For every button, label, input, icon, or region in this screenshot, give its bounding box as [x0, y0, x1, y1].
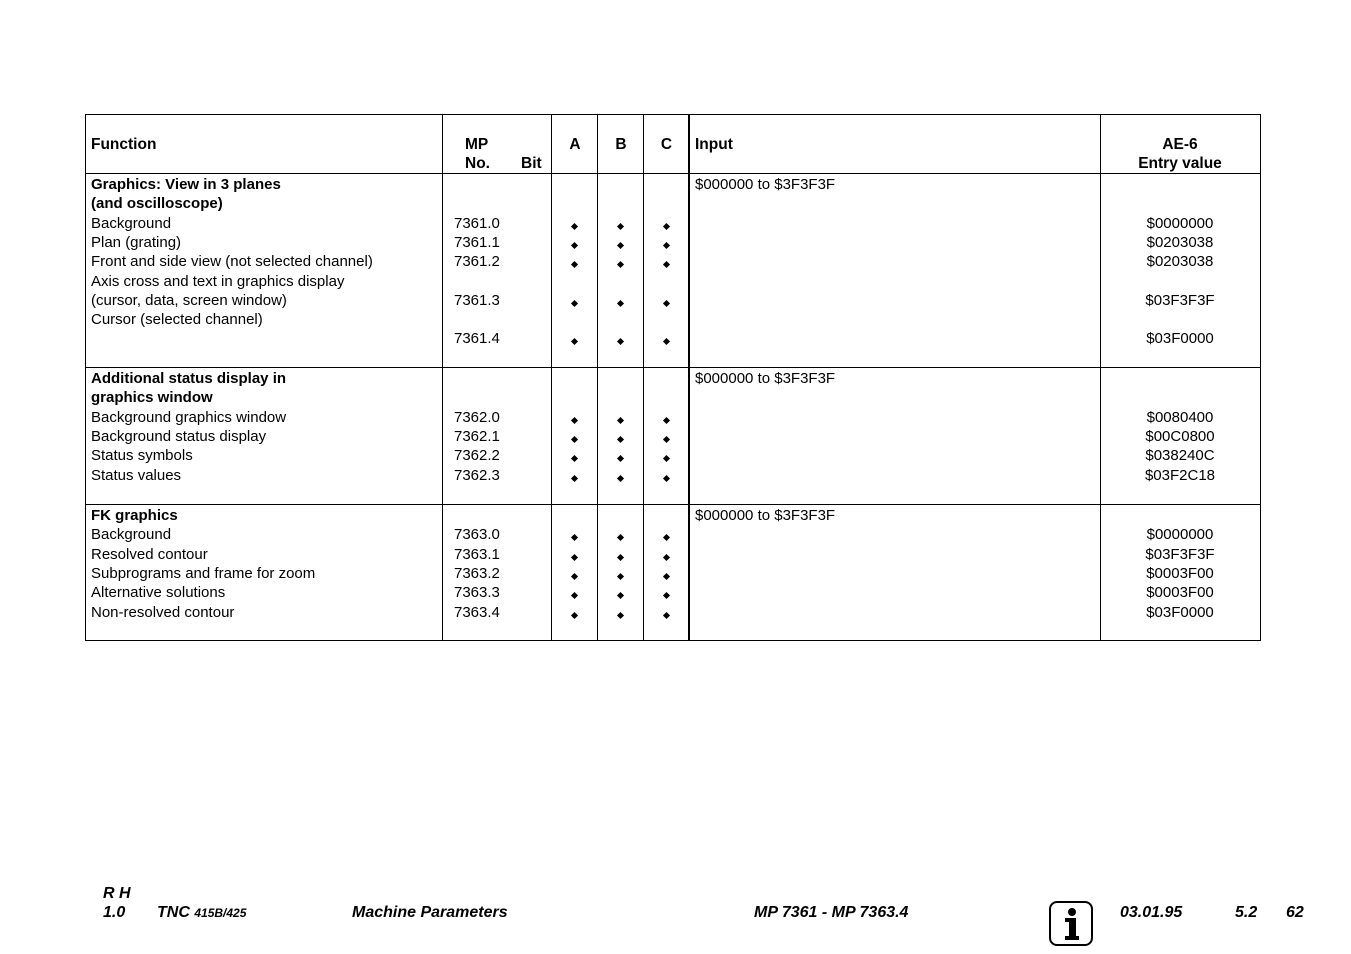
- function-label: Subprograms and frame for zoom: [91, 564, 316, 582]
- entry-value: $03F2C18: [1144, 466, 1216, 484]
- applies-a-diamond-icon: [570, 534, 577, 541]
- function-label: Background: [91, 214, 172, 232]
- header-col-b: B: [615, 136, 627, 153]
- entry-value: $0000000: [1146, 214, 1214, 232]
- function-label: Background: [91, 526, 172, 544]
- function-label: Cursor (selected channel): [91, 311, 263, 329]
- machine-parameter-table: [85, 114, 1261, 641]
- applies-b-diamond-icon: [616, 300, 623, 307]
- header-col-c: C: [660, 136, 673, 153]
- header-mp-bit: Bit: [521, 155, 542, 172]
- section-title: (and oscilloscope): [91, 195, 223, 213]
- input-range: $000000 to $3F3F3F: [695, 176, 836, 193]
- info-icon: [1049, 901, 1093, 946]
- applies-a-diamond-icon: [570, 261, 577, 268]
- function-label: Background graphics window: [91, 408, 287, 426]
- section-divider: [86, 504, 1260, 505]
- entry-value: $0203038: [1146, 233, 1214, 251]
- function-label: Alternative solutions: [91, 584, 226, 602]
- applies-b-diamond-icon: [616, 611, 623, 618]
- section-title: Graphics: View in 3 planes: [91, 176, 281, 193]
- applies-a-diamond-icon: [570, 554, 577, 561]
- entry-value: $03F0000: [1146, 603, 1214, 621]
- function-label: Status values: [91, 466, 182, 484]
- mp-number: 7362.0: [454, 408, 500, 426]
- mp-number: 7363.3: [454, 584, 500, 602]
- applies-c-diamond-icon: [662, 338, 669, 345]
- footer-page: 62: [1286, 904, 1304, 921]
- mp-number: 7363.4: [454, 603, 500, 621]
- applies-b-diamond-icon: [616, 573, 623, 580]
- section-divider: [86, 367, 1260, 368]
- mp-number: 7361.1: [454, 233, 500, 251]
- function-label: Background status display: [91, 427, 267, 445]
- function-label: Resolved contour: [91, 545, 208, 563]
- info-icon-dot: [1068, 908, 1076, 916]
- entry-value: $0003F00: [1146, 584, 1214, 602]
- header-col-a: A: [569, 136, 581, 153]
- section-title: FK graphics: [91, 507, 178, 524]
- footer-product: [157, 904, 246, 922]
- applies-c-diamond-icon: [662, 436, 669, 443]
- footer-date: 03.01.95: [1120, 904, 1183, 921]
- mp-number: 7361.3: [454, 291, 500, 309]
- entry-value: $0003F00: [1146, 564, 1214, 582]
- column-divider: [597, 115, 598, 640]
- section-title: Additional status display in: [91, 370, 287, 387]
- applies-a-diamond-icon: [570, 242, 577, 249]
- entry-value: $03F3F3F: [1145, 291, 1215, 309]
- entry-value: $03F3F3F: [1145, 545, 1215, 563]
- applies-a-diamond-icon: [570, 223, 577, 230]
- mp-number: 7363.1: [454, 545, 500, 563]
- applies-b-diamond-icon: [616, 242, 623, 249]
- applies-c-diamond-icon: [662, 417, 669, 424]
- mp-number: 7363.2: [454, 564, 500, 582]
- function-label: Axis cross and text in graphics display: [91, 272, 345, 290]
- info-icon-stem: [1065, 918, 1079, 940]
- header-mp-no: No.: [465, 155, 490, 172]
- applies-a-diamond-icon: [570, 338, 577, 345]
- applies-c-diamond-icon: [662, 242, 669, 249]
- column-divider: [643, 115, 644, 640]
- applies-c-diamond-icon: [662, 455, 669, 462]
- applies-b-diamond-icon: [616, 474, 623, 481]
- function-label: Non-resolved contour: [91, 603, 235, 621]
- applies-c-diamond-icon: [662, 300, 669, 307]
- header-mp: MP: [465, 136, 489, 153]
- applies-b-diamond-icon: [616, 261, 623, 268]
- applies-a-diamond-icon: [570, 474, 577, 481]
- mp-number: 7361.4: [454, 330, 500, 348]
- input-range: $000000 to $3F3F3F: [695, 370, 836, 387]
- entry-value: $00C0800: [1145, 427, 1215, 445]
- footer-mp-range: MP 7361 - MP 7363.4: [754, 904, 909, 921]
- header-divider: [86, 173, 1260, 174]
- header-ae6: AE-6: [1162, 136, 1198, 153]
- applies-a-diamond-icon: [570, 300, 577, 307]
- applies-a-diamond-icon: [570, 417, 577, 424]
- applies-a-diamond-icon: [570, 611, 577, 618]
- applies-c-diamond-icon: [662, 592, 669, 599]
- entry-value: $0080400: [1146, 408, 1214, 426]
- applies-c-diamond-icon: [662, 573, 669, 580]
- header-input: Input: [695, 136, 733, 153]
- applies-a-diamond-icon: [570, 573, 577, 580]
- footer-chapter: 5.2: [1235, 904, 1258, 921]
- mp-number: 7361.2: [454, 253, 500, 271]
- entry-value: $0203038: [1146, 253, 1214, 271]
- applies-c-diamond-icon: [662, 474, 669, 481]
- function-label: (cursor, data, screen window): [91, 291, 287, 309]
- entry-value: $03F0000: [1146, 330, 1214, 348]
- applies-c-diamond-icon: [662, 261, 669, 268]
- applies-a-diamond-icon: [570, 455, 577, 462]
- applies-b-diamond-icon: [616, 338, 623, 345]
- input-range: $000000 to $3F3F3F: [695, 507, 836, 524]
- applies-a-diamond-icon: [570, 436, 577, 443]
- header-function: Function: [91, 136, 157, 153]
- applies-a-diamond-icon: [570, 592, 577, 599]
- applies-b-diamond-icon: [616, 436, 623, 443]
- applies-b-diamond-icon: [616, 417, 623, 424]
- column-divider: [551, 115, 552, 640]
- mp-number: 7362.1: [454, 427, 500, 445]
- mp-number: 7361.0: [454, 214, 500, 232]
- applies-c-diamond-icon: [662, 611, 669, 618]
- applies-b-diamond-icon: [616, 455, 623, 462]
- mp-number: 7362.2: [454, 447, 500, 465]
- function-label: Front and side view (not selected channel): [91, 253, 373, 271]
- mp-number: 7362.3: [454, 466, 500, 484]
- footer-version: 1.0: [103, 904, 126, 921]
- entry-value: $0000000: [1146, 526, 1214, 544]
- footer-model: 415B/425: [194, 906, 247, 920]
- applies-b-diamond-icon: [616, 554, 623, 561]
- applies-b-diamond-icon: [616, 223, 623, 230]
- mp-number: 7363.0: [454, 526, 500, 544]
- entry-value: $038240C: [1145, 447, 1215, 465]
- footer-section-title: Machine Parameters: [352, 904, 508, 921]
- footer-rh: R H: [103, 885, 131, 902]
- section-title: graphics window: [91, 389, 213, 407]
- applies-c-diamond-icon: [662, 223, 669, 230]
- function-label: Status symbols: [91, 447, 193, 465]
- header-entry-value: Entry value: [1138, 155, 1222, 172]
- function-label: Plan (grating): [91, 233, 182, 251]
- applies-b-diamond-icon: [616, 534, 623, 541]
- applies-c-diamond-icon: [662, 554, 669, 561]
- applies-b-diamond-icon: [616, 592, 623, 599]
- column-divider: [442, 115, 443, 640]
- applies-c-diamond-icon: [662, 534, 669, 541]
- column-divider: [688, 115, 690, 640]
- footer-product-name: TNC: [157, 904, 190, 921]
